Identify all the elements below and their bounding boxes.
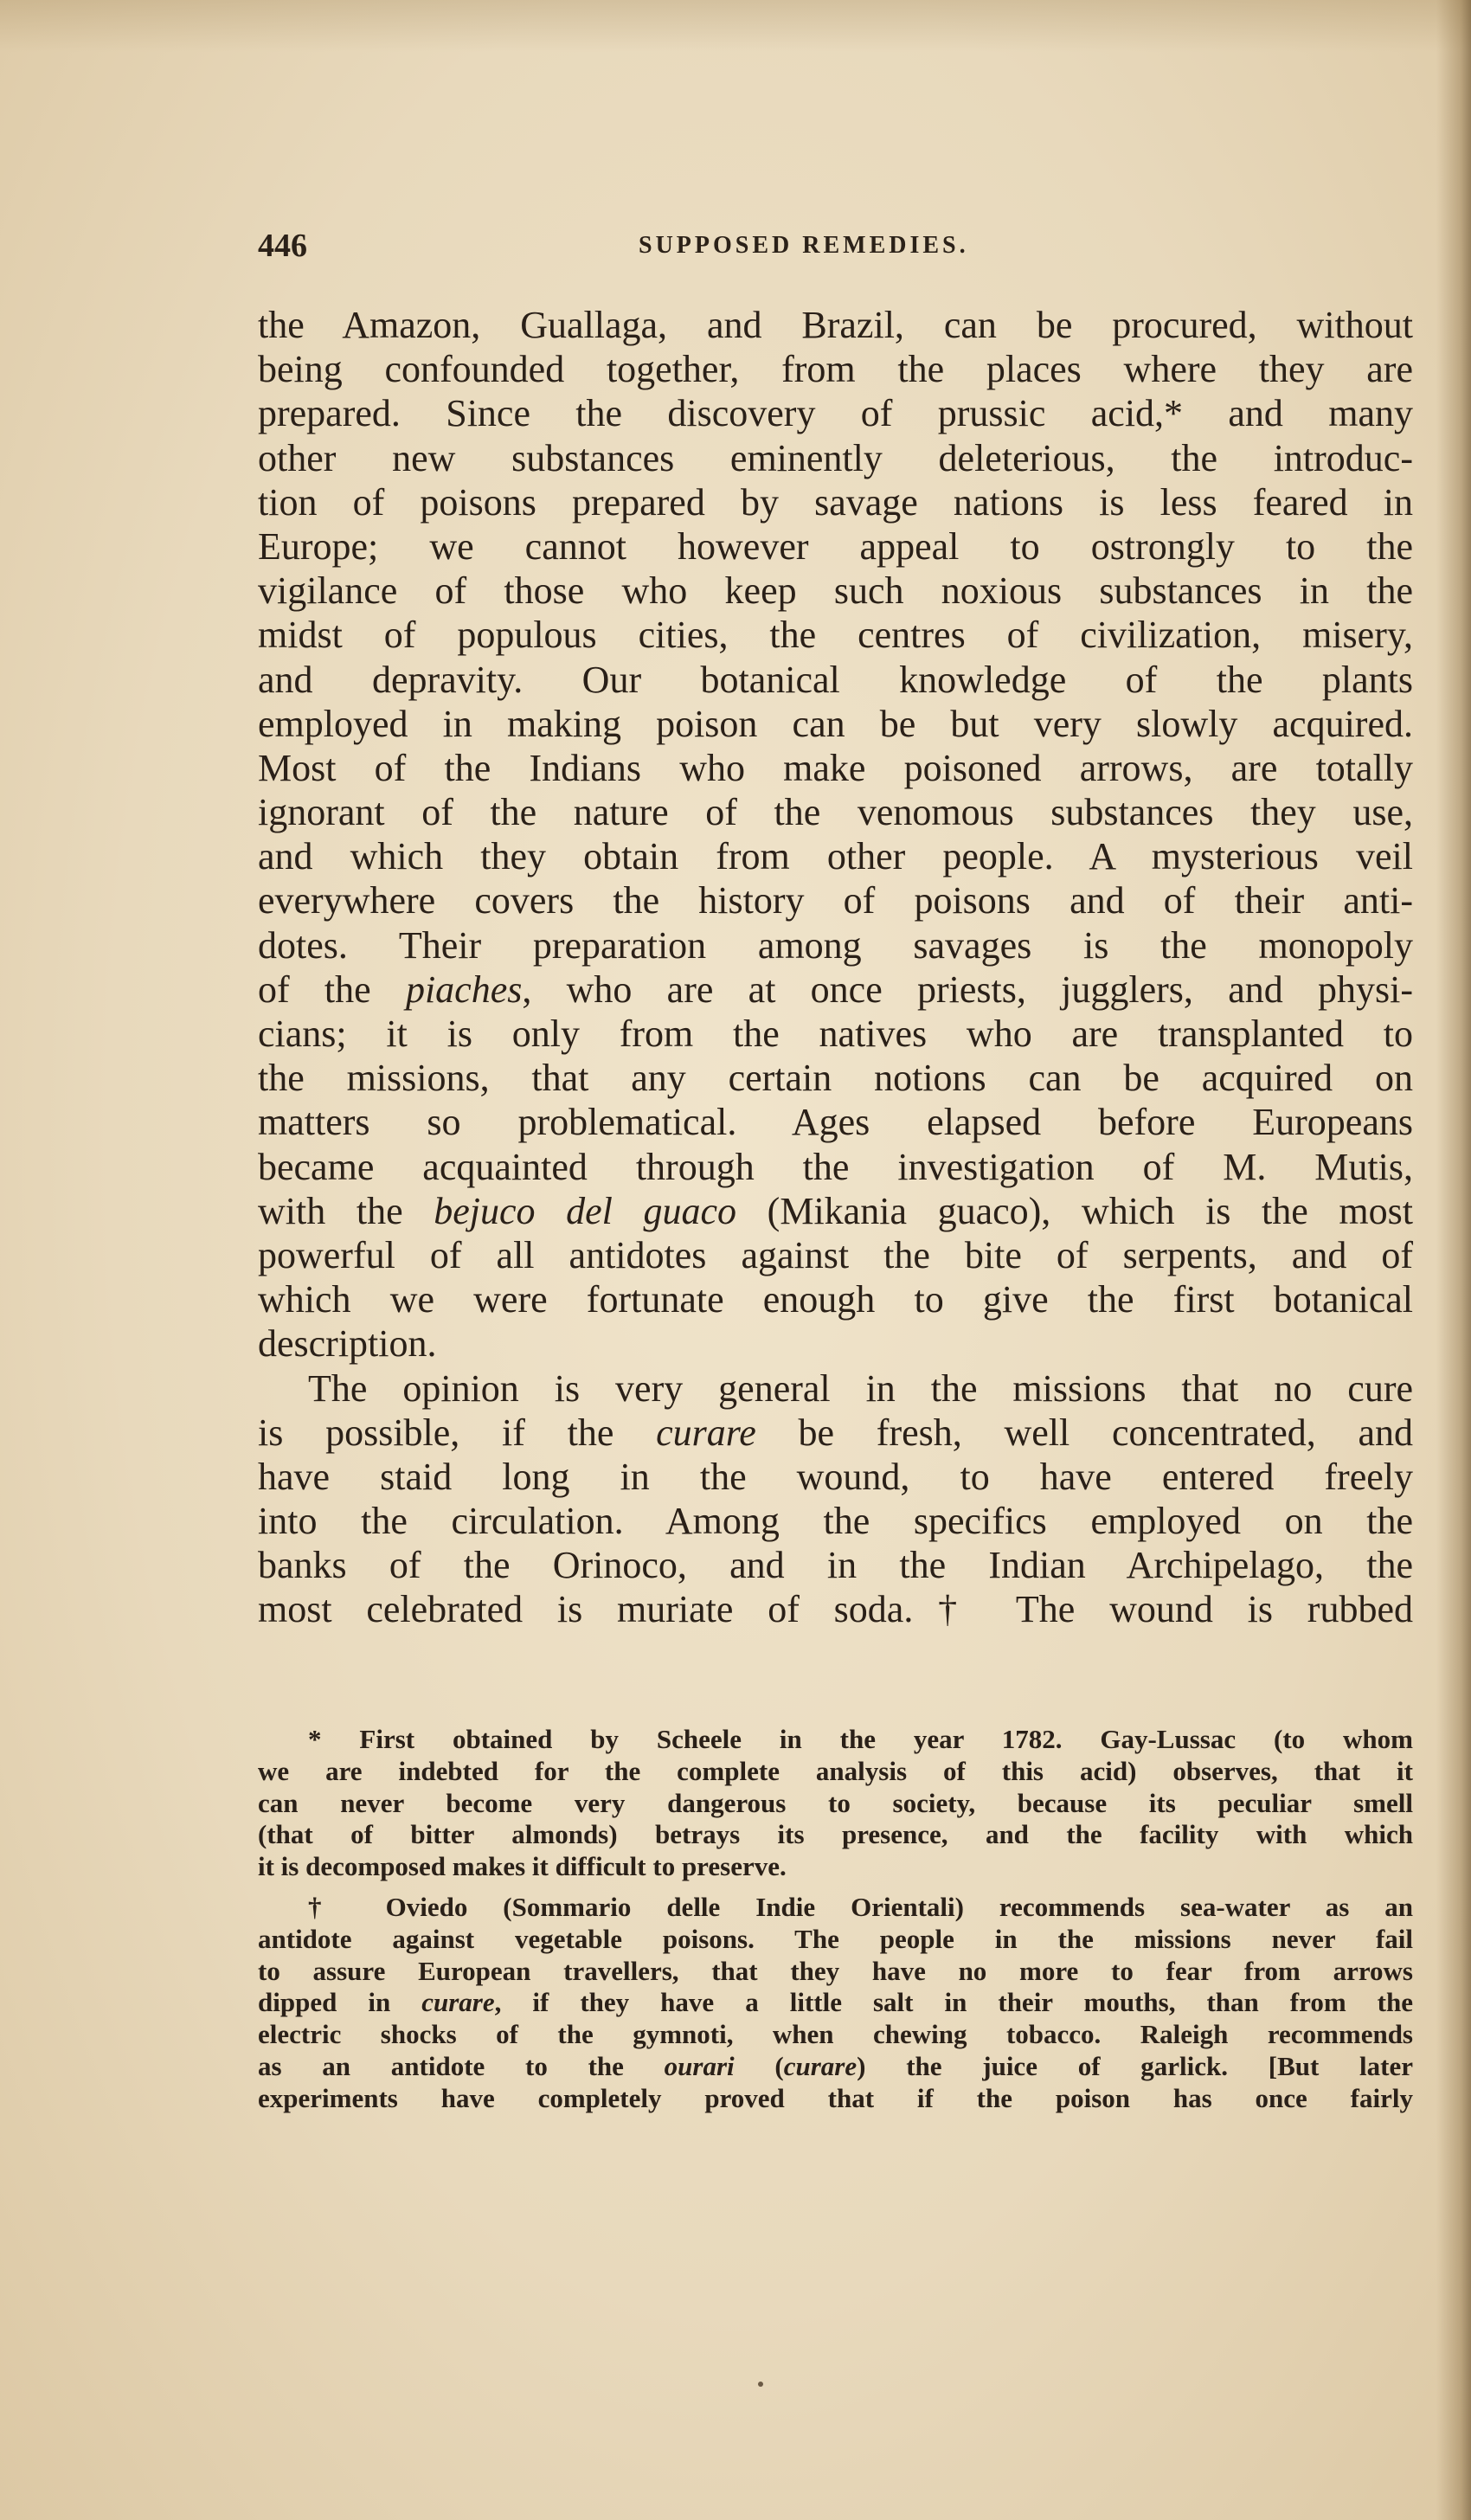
italic-term: curare <box>656 1411 756 1454</box>
page-top-shadow <box>0 0 1471 52</box>
italic-term: bejuco del guaco <box>434 1189 737 1232</box>
footnote-line: antidote against vegetable poisons. The people in the missions never fail <box>258 1923 1413 1954</box>
text-line: tion of poisons prepared by savage nations is less feared in <box>258 480 1413 524</box>
footnote-line: can never become very dangerous to society, because its peculiar smell <box>258 1787 1413 1818</box>
text-line: became acquainted through the investigation of M. Mutis, <box>258 1145 1413 1188</box>
page-header <box>258 227 1413 270</box>
text-line: other new substances eminently deleterious, the introduc- <box>258 436 1413 479</box>
text-line: everywhere covers the history of poisons and of their anti- <box>258 879 1413 922</box>
italic-term: curare <box>421 1987 495 2018</box>
text-line: description. <box>258 1322 437 1366</box>
footnote-gap <box>258 1883 1413 1892</box>
page-number: 446 <box>258 228 307 264</box>
text-line: with the bejuco del guaco (Mikania guaco), which is the most <box>258 1189 1414 1232</box>
text-line: which we were fortunate enough to give the first botanical <box>258 1278 1413 1321</box>
text-line: dotes. Their preparation among savages is the monopoly <box>258 923 1413 967</box>
text-line: of the piaches, who are at once priests, jugglers, and physi- <box>258 968 1413 1011</box>
footnote-line: it is decomposed makes it difficult to preserve. <box>258 1851 787 1882</box>
running-title: SUPPOSED REMEDIES. <box>639 232 969 259</box>
text-line: most celebrated is muriate of soda.† The wound is rubbed <box>258 1588 1413 1631</box>
page-speck <box>758 2382 763 2387</box>
text-line: Most of the Indians who make poisoned arrows, are totally <box>258 746 1413 789</box>
text-line: and depravity. Our botanical knowledge of the plants <box>258 658 1413 701</box>
text-line: employed in making poison can be but very slowly acquired. <box>258 702 1413 745</box>
footnote-line: as an antidote to the ourari (curare) the juice of garlick. [But later <box>258 2050 1414 2081</box>
text-line: prepared. Since the discovery of prussic acid,* and many <box>258 392 1413 435</box>
footnote-line: to assure European travellers, that they have no more to fear from arrows <box>258 1955 1413 1986</box>
footnote-line: (that of bitter almonds) betrays its presence, and the facility with which <box>258 1819 1413 1850</box>
footnotes <box>258 1724 1413 2115</box>
page-edge-shadow <box>1436 0 1471 2520</box>
italic-term: ourari <box>664 2050 735 2081</box>
text-line: matters so problematical. Ages elapsed before Europeans <box>258 1101 1413 1144</box>
text-line: being confounded together, from the places where they are <box>258 348 1413 391</box>
footnote-line: electric shocks of the gymnoti, when chewing tobacco. Raleigh recommends <box>258 2019 1413 2050</box>
text-line: is possible, if the curare be fresh, well concentrated, and <box>258 1411 1413 1454</box>
footnote-line: dipped in curare, if they have a little salt in their mouths, than from the <box>258 1987 1413 2018</box>
footnote-line: we are indebted for the complete analysis of this acid) observes, that it <box>258 1755 1413 1786</box>
footnote-line: † Oviedo (Sommario delle Indie Orientali) recommends sea-water as an <box>308 1891 1413 1922</box>
text-line: have staid long in the wound, to have entered freely <box>258 1455 1413 1498</box>
text-line: vigilance of those who keep such noxious substances in the <box>258 569 1413 613</box>
text-line: banks of the Orinoco, and in the Indian Archipelago, the <box>258 1544 1413 1587</box>
footnote-line: * First obtained by Scheele in the year 1782. Gay-Lussac (to whom <box>308 1724 1413 1754</box>
italic-term: curare <box>783 2050 858 2081</box>
italic-term: piaches <box>405 968 523 1011</box>
text-line: into the circulation. Among the specifics employed on the <box>258 1500 1413 1543</box>
text-line: Europe; we cannot however appeal to ostrongly to the <box>258 524 1413 568</box>
footnote-line: experiments have completely proved that if the poison has once fairly <box>258 2082 1413 2113</box>
text-line: cians; it is only from the natives who are transplanted to <box>258 1012 1413 1055</box>
text-line: midst of populous cities, the centres of civilization, misery, <box>258 614 1413 657</box>
main-text <box>258 303 1413 1632</box>
text-line: the Amazon, Guallaga, and Brazil, can be procured, without <box>258 304 1413 346</box>
text-line: powerful of all antidotes against the bite of serpents, and of <box>258 1233 1413 1276</box>
text-line: ignorant of the nature of the venomous substances they use, <box>258 791 1413 834</box>
text-line: The opinion is very general in the missions that no cure <box>308 1366 1413 1410</box>
text-line: the missions, that any certain notions can be acquired on <box>258 1057 1413 1100</box>
text-line: and which they obtain from other people. A mysterious veil <box>258 835 1413 878</box>
